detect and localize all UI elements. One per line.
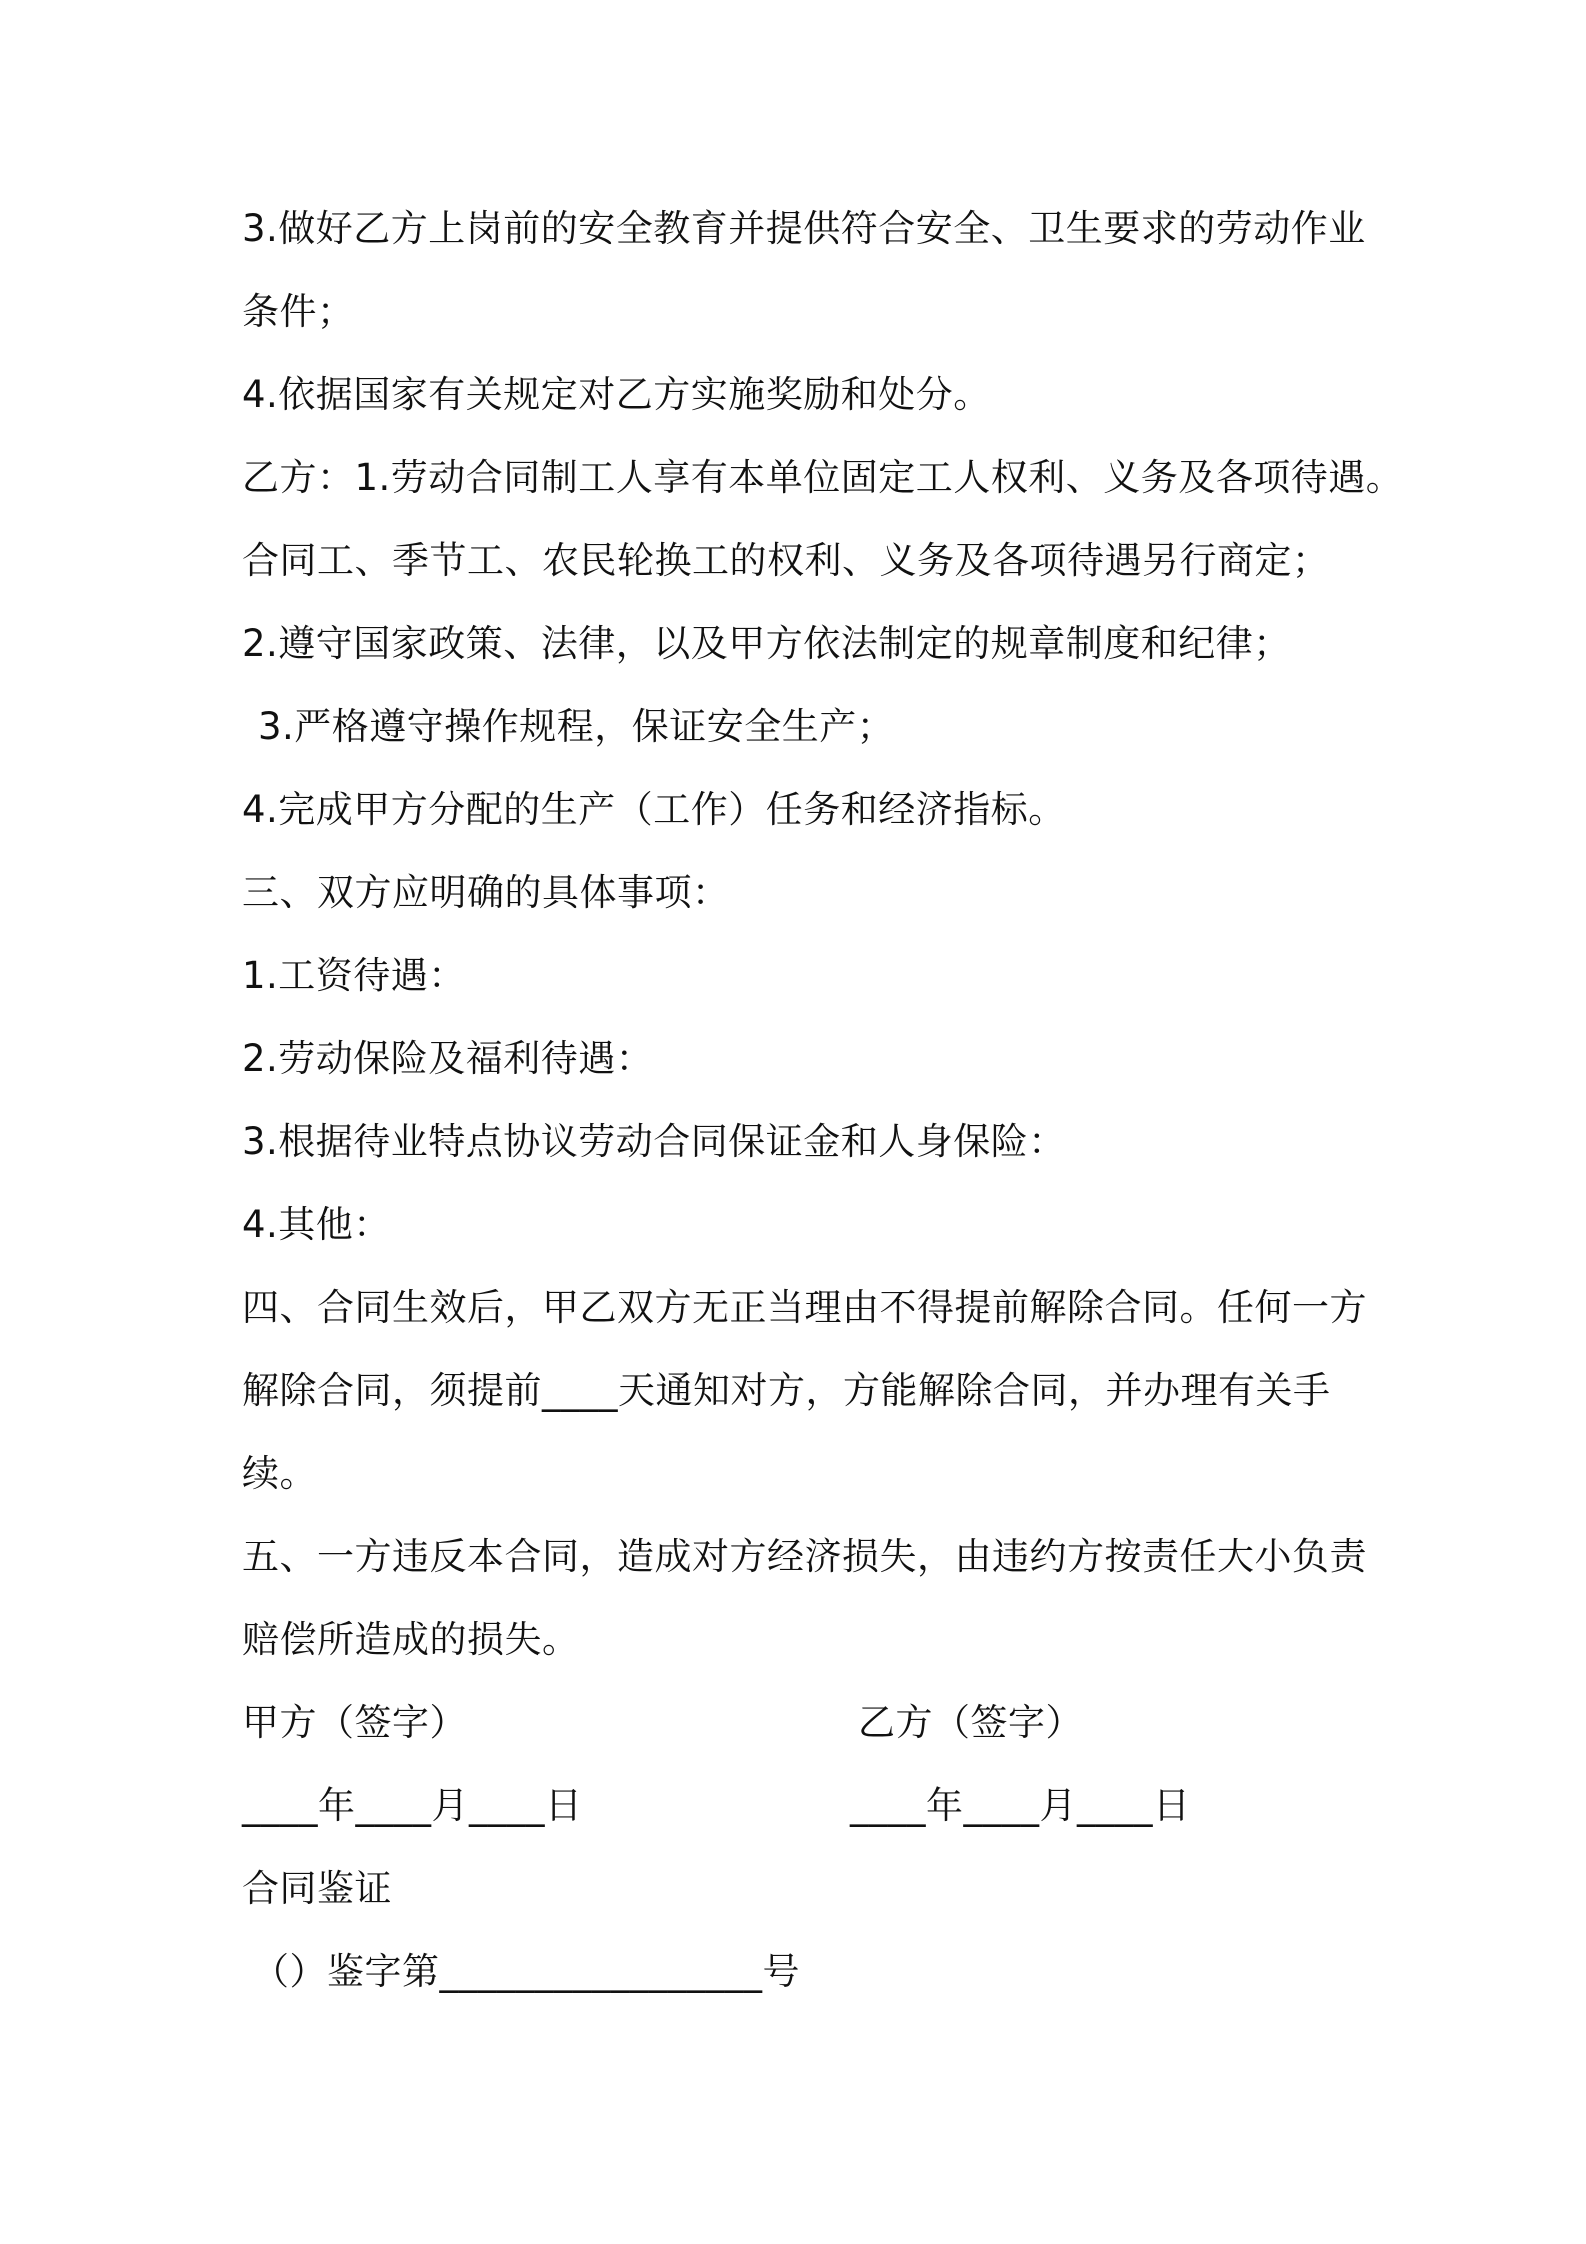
text-line: 4.完成甲方分配的生产（工作）任务和经济指标。 [242,788,1066,831]
text-line: 4.依据国家有关规定对乙方实施奖励和处分。 [242,373,991,416]
text-line: 乙方：1.劳动合同制工人享有本单位固定工人权利、义务及各项待遇。 [242,456,1404,499]
text-line: 1.工资待遇： [242,954,466,997]
verification-title: 合同鉴证 [242,1867,392,1910]
party-a-date: ____年____月____日 [242,1784,583,1827]
text-line: 四、合同生效后，甲乙双方无正当理由不得提前解除合同。任何一方 [242,1286,1367,1329]
party-a-signature-label: 甲方（签字） [242,1701,467,1744]
text-line: 解除合同，须提前____天通知对方，方能解除合同，并办理有关手 [242,1369,1331,1412]
text-line: 3.做好乙方上岗前的安全教育并提供符合安全、卫生要求的劳动作业 [242,207,1366,250]
section-heading: 三、双方应明确的具体事项： [242,871,730,914]
text-line: 3.严格遵守操作规程，保证安全生产； [258,705,895,748]
text-line: 合同工、季节工、农民轮换工的权利、义务及各项待遇另行商定； [242,539,1330,582]
text-line: 4.其他： [242,1203,391,1246]
text-line: 3.根据待业特点协议劳动合同保证金和人身保险： [242,1120,1066,1163]
text-line: 2.劳动保险及福利待遇： [242,1037,654,1080]
text-line: 续。 [242,1452,317,1495]
text-line: 条件； [242,290,355,333]
text-line: 2.遵守国家政策、法律，以及甲方依法制定的规章制度和纪律； [242,622,1291,665]
text-line: 五、一方违反本合同，造成对方经济损失，由违约方按责任大小负责 [242,1535,1367,1578]
verification-number: （）鉴字第_________________号 [252,1950,800,1993]
text-line: 赔偿所造成的损失。 [242,1618,580,1661]
party-b-signature-label: 乙方（签字） [858,1701,1083,1744]
party-b-date: ____年____月____日 [850,1784,1191,1827]
